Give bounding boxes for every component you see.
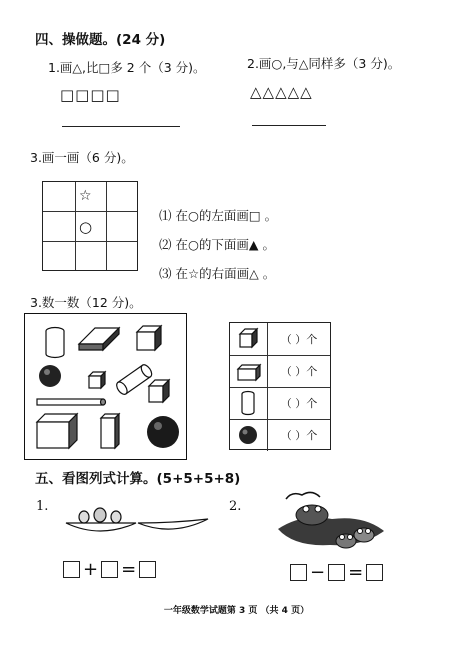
q3-instruction-3: ⑶ 在☆的右面画△ 。 bbox=[159, 266, 276, 281]
q2-triangles: △△△△△ bbox=[250, 83, 313, 101]
section5-title: 五、看图列式计算。(5+5+5+8) bbox=[35, 471, 241, 487]
cube-icon bbox=[230, 323, 268, 355]
table-row bbox=[230, 387, 330, 420]
sphere-icon bbox=[230, 419, 268, 451]
table-row bbox=[230, 419, 330, 451]
q4-title: 3.数一数（12 分)。 bbox=[30, 295, 142, 310]
section4-title: 四、操做题。(24 分) bbox=[35, 32, 166, 48]
q3-instruction-1: ⑴ 在○的左面画□ 。 bbox=[159, 208, 278, 223]
q1-text: 1.画△,比□多 2 个（3 分)。 bbox=[48, 60, 206, 75]
q3-instruction-2: ⑵ 在○的下面画▲ 。 bbox=[159, 237, 275, 252]
frogs-in-pond-illustration bbox=[272, 485, 388, 557]
q2-text: 2.画○,与△同样多（3 分)。 bbox=[247, 56, 401, 71]
plus-sign: + bbox=[83, 559, 99, 580]
table-row bbox=[230, 355, 330, 388]
cuboid-icon bbox=[230, 355, 268, 387]
count-blank[interactable]: （ ）个 bbox=[280, 333, 318, 346]
shapes-picture-box bbox=[24, 313, 187, 460]
count-blank[interactable]: （ ）个 bbox=[280, 365, 318, 378]
p1-number: 1. bbox=[36, 499, 49, 514]
table-row bbox=[230, 323, 330, 356]
equation-2 bbox=[290, 562, 383, 583]
q3-title: 3.画一画（6 分)。 bbox=[30, 150, 134, 165]
equation-1 bbox=[63, 559, 156, 580]
page-footer: 一年级数学试题第 3 页 （共 4 页） bbox=[163, 606, 310, 616]
bowls-illustration bbox=[62, 503, 210, 535]
minus-sign: − bbox=[310, 562, 326, 583]
count-blank[interactable]: （ ）个 bbox=[280, 429, 318, 442]
answer-box[interactable] bbox=[101, 561, 118, 578]
answer-box[interactable] bbox=[63, 561, 80, 578]
q2-answer-line[interactable] bbox=[252, 125, 326, 126]
count-table bbox=[229, 322, 331, 450]
drawing-grid[interactable] bbox=[42, 181, 138, 271]
equals-sign: = bbox=[348, 562, 364, 583]
cylinder-icon bbox=[230, 387, 268, 419]
answer-box[interactable] bbox=[328, 564, 345, 581]
q1-answer-line[interactable] bbox=[62, 126, 180, 127]
answer-box[interactable] bbox=[139, 561, 156, 578]
equals-sign: = bbox=[121, 559, 137, 580]
star-icon: ☆ bbox=[79, 188, 92, 204]
solid-shapes-illustration bbox=[25, 314, 185, 458]
circle-icon: ○ bbox=[79, 218, 93, 236]
answer-box[interactable] bbox=[290, 564, 307, 581]
count-blank[interactable]: （ ）个 bbox=[280, 397, 318, 410]
p2-number: 2. bbox=[229, 499, 242, 514]
answer-box[interactable] bbox=[366, 564, 383, 581]
q1-squares: □□□□ bbox=[60, 86, 121, 104]
